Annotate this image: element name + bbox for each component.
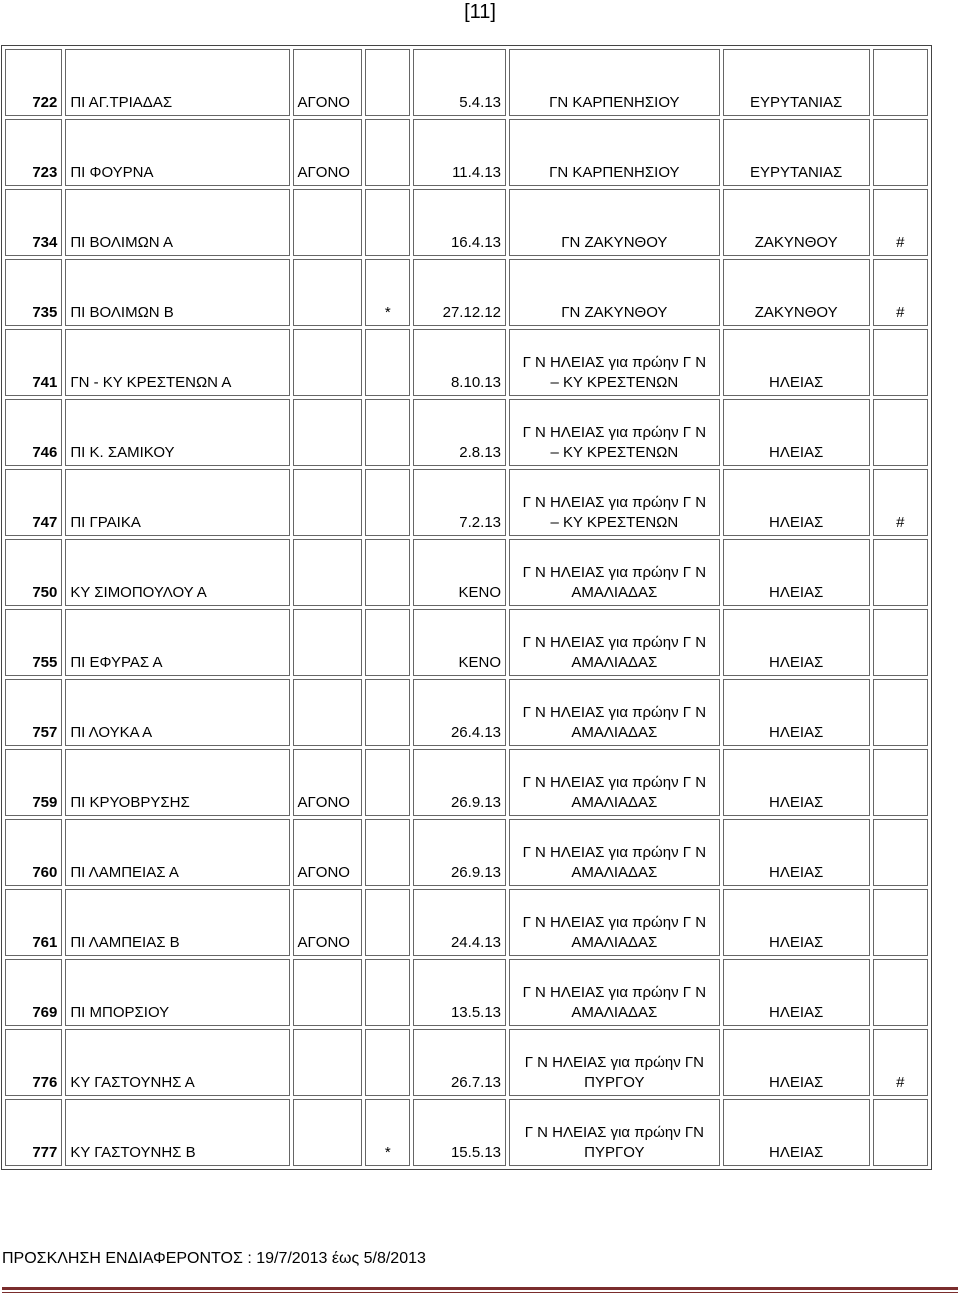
remote-flag: ΑΓΟΝΟ (297, 864, 350, 881)
star-mark-cell (365, 329, 410, 396)
authority-line: Γ Ν ΗΛΕΙΑΣ για πρώην Γ Ν (522, 494, 707, 511)
unit-name-cell (65, 259, 289, 326)
table-row (5, 49, 928, 116)
star-mark-cell (365, 679, 410, 746)
authority-cell (509, 259, 720, 326)
prefecture: ΗΛΕΙΑΣ (768, 864, 824, 881)
position-code-cell (5, 1099, 62, 1166)
vacancy-date: 11.4.13 (452, 164, 502, 181)
hash-mark-cell (873, 49, 928, 116)
prefecture: ΗΛΕΙΑΣ (768, 1004, 824, 1021)
prefecture: ΕΥΡΥΤΑΝΙΑΣ (749, 94, 843, 111)
table-row (5, 959, 928, 1026)
prefecture-cell (723, 49, 870, 116)
authority-line: Γ Ν ΗΛΕΙΑΣ για πρώην Γ Ν (522, 774, 707, 791)
unit-name: ΓΝ - ΚΥ ΚΡΕΣΤΕΝΩΝ Α (70, 374, 232, 391)
vacancy-date-cell (413, 959, 506, 1026)
hash-mark-cell (873, 959, 928, 1026)
authority-cell (509, 1029, 720, 1096)
authority-cell (509, 329, 720, 396)
remote-flag-cell (293, 959, 363, 1026)
position-code-cell (5, 539, 62, 606)
authority-line: Γ Ν ΗΛΕΙΑΣ για πρώην Γ Ν (522, 914, 707, 931)
remote-flag-cell (293, 259, 363, 326)
star-mark-cell (365, 609, 410, 676)
unit-name: ΚΥ ΣΙΜΟΠΟΥΛΟΥ Α (70, 584, 207, 601)
position-code: 747 (32, 514, 58, 531)
authority-cell (509, 119, 720, 186)
star-mark-cell (365, 469, 410, 536)
authority-line: ΑΜΑΛΙΑΔΑΣ (571, 1004, 658, 1021)
position-code-cell (5, 1029, 62, 1096)
positions-table (1, 45, 932, 1170)
authority-line: ΑΜΑΛΙΑΔΑΣ (571, 724, 658, 741)
vacancy-date-cell (413, 609, 506, 676)
authority-line: ΓΝ ΖΑΚΥΝΘΟΥ (561, 304, 668, 321)
unit-name: ΠΙ ΛΟΥΚΑ Α (70, 724, 153, 741)
prefecture-cell (723, 1099, 870, 1166)
unit-name-cell (65, 749, 289, 816)
remote-flag-cell (293, 609, 363, 676)
prefecture-cell (723, 469, 870, 536)
remote-flag: ΑΓΟΝΟ (297, 94, 350, 111)
unit-name: ΚΥ ΓΑΣΤΟΥΝΗΣ Α (70, 1074, 195, 1091)
authority-line: Γ Ν ΗΛΕΙΑΣ για πρώην Γ Ν (522, 844, 707, 861)
remote-flag: ΑΓΟΝΟ (297, 164, 350, 181)
table-row (5, 539, 928, 606)
authority-line: Γ Ν ΗΛΕΙΑΣ για πρώην ΓΝ (524, 1124, 704, 1141)
prefecture-cell (723, 679, 870, 746)
position-code: 760 (32, 864, 58, 881)
authority-line: ΑΜΑΛΙΑΔΑΣ (571, 864, 658, 881)
remote-flag: ΑΓΟΝΟ (297, 934, 350, 951)
unit-name-cell (65, 189, 289, 256)
star-mark-cell (365, 819, 410, 886)
position-code-cell (5, 259, 62, 326)
unit-name-cell (65, 119, 289, 186)
vacancy-date: 26.4.13 (450, 724, 502, 741)
position-code-cell (5, 469, 62, 536)
remote-flag: ΑΓΟΝΟ (297, 794, 350, 811)
hash-mark-cell (873, 469, 928, 536)
prefecture-cell (723, 959, 870, 1026)
hash-mark-cell (873, 329, 928, 396)
hash-mark-cell (873, 749, 928, 816)
table-body (5, 49, 928, 1166)
vacancy-date-cell (413, 189, 506, 256)
vacancy-date-cell (413, 49, 506, 116)
prefecture-cell (723, 749, 870, 816)
position-code-cell (5, 49, 62, 116)
footer-rule-thin (2, 1292, 958, 1293)
table-row (5, 889, 928, 956)
remote-flag-cell (293, 749, 363, 816)
vacancy-date-cell (413, 889, 506, 956)
unit-name: ΠΙ ΛΑΜΠΕΙΑΣ Α (70, 864, 179, 881)
table-row (5, 259, 928, 326)
hash-mark-cell (873, 399, 928, 466)
prefecture-cell (723, 119, 870, 186)
prefecture: ΗΛΕΙΑΣ (768, 654, 824, 671)
vacancy-date: 26.7.13 (450, 1074, 502, 1091)
position-code-cell (5, 889, 62, 956)
table-row (5, 749, 928, 816)
authority-cell (509, 959, 720, 1026)
authority-line: ΑΜΑΛΙΑΔΑΣ (571, 584, 658, 601)
authority-line: ΠΥΡΓΟΥ (584, 1074, 645, 1091)
unit-name-cell (65, 1029, 289, 1096)
authority-line: – ΚΥ ΚΡΕΣΤΕΝΩΝ (550, 444, 679, 461)
hash-mark: # (896, 234, 905, 251)
vacancy-date-cell (413, 259, 506, 326)
position-code-cell (5, 189, 62, 256)
unit-name-cell (65, 819, 289, 886)
prefecture: ΗΛΕΙΑΣ (768, 1144, 824, 1161)
footer-note: ΠΡΟΣΚΛΗΣΗ ΕΝΔΙΑΦΕΡΟΝΤΟΣ : 19/7/2013 έως 5/8/2013 (2, 1250, 426, 1267)
hash-mark: # (896, 1074, 905, 1091)
prefecture: ΗΛΕΙΑΣ (768, 374, 824, 391)
unit-name: ΚΥ ΓΑΣΤΟΥΝΗΣ Β (70, 1144, 196, 1161)
unit-name-cell (65, 679, 289, 746)
table-row (5, 189, 928, 256)
prefecture-cell (723, 609, 870, 676)
table-row (5, 609, 928, 676)
position-code-cell (5, 119, 62, 186)
vacancy-date: ΚΕΝΟ (458, 584, 502, 601)
vacancy-date-cell (413, 1099, 506, 1166)
position-code: 759 (32, 794, 58, 811)
vacancy-date-cell (413, 399, 506, 466)
hash-mark-cell (873, 819, 928, 886)
position-code: 757 (32, 724, 58, 741)
star-mark-cell (365, 259, 410, 326)
authority-cell (509, 399, 720, 466)
remote-flag-cell (293, 189, 363, 256)
table-row (5, 399, 928, 466)
authority-line: Γ Ν ΗΛΕΙΑΣ για πρώην Γ Ν (522, 564, 707, 581)
table-row (5, 469, 928, 536)
star-mark-cell (365, 539, 410, 606)
unit-name: ΠΙ ΑΓ.ΤΡΙΑΔΑΣ (70, 94, 173, 111)
unit-name-cell (65, 959, 289, 1026)
unit-name-cell (65, 329, 289, 396)
remote-flag-cell (293, 1099, 363, 1166)
position-code-cell (5, 819, 62, 886)
authority-cell (509, 539, 720, 606)
vacancy-date: 8.10.13 (450, 374, 502, 391)
position-code: 722 (32, 94, 58, 111)
position-code-cell (5, 329, 62, 396)
unit-name: ΠΙ ΜΠΟΡΣΙΟΥ (70, 1004, 170, 1021)
prefecture-cell (723, 819, 870, 886)
position-code-cell (5, 609, 62, 676)
remote-flag-cell (293, 679, 363, 746)
authority-line: Γ Ν ΗΛΕΙΑΣ για πρώην Γ Ν (522, 634, 707, 651)
authority-cell (509, 609, 720, 676)
prefecture-cell (723, 189, 870, 256)
prefecture: ΗΛΕΙΑΣ (768, 1074, 824, 1091)
authority-line: Γ Ν ΗΛΕΙΑΣ για πρώην ΓΝ (524, 1054, 704, 1071)
star-mark-cell (365, 1029, 410, 1096)
star-mark-cell (365, 119, 410, 186)
unit-name: ΠΙ ΚΡΥΟΒΡΥΣΗΣ (70, 794, 190, 811)
vacancy-date: 16.4.13 (450, 234, 502, 251)
position-code: 769 (32, 1004, 58, 1021)
vacancy-date-cell (413, 119, 506, 186)
remote-flag-cell (293, 399, 363, 466)
prefecture-cell (723, 329, 870, 396)
hash-mark-cell (873, 259, 928, 326)
authority-line: Γ Ν ΗΛΕΙΑΣ για πρώην Γ Ν (522, 354, 707, 371)
authority-line: ΑΜΑΛΙΑΔΑΣ (571, 654, 658, 671)
star-mark: * (384, 304, 391, 321)
position-code-cell (5, 399, 62, 466)
unit-name: ΠΙ ΒΟΛΙΜΩΝ Β (70, 304, 174, 321)
star-mark-cell (365, 889, 410, 956)
star-mark-cell (365, 959, 410, 1026)
remote-flag-cell (293, 539, 363, 606)
authority-cell (509, 679, 720, 746)
prefecture: ΗΛΕΙΑΣ (768, 514, 824, 531)
prefecture: ΖΑΚΥΝΘΟΥ (754, 304, 838, 321)
authority-line: ΠΥΡΓΟΥ (584, 1144, 645, 1161)
hash-mark-cell (873, 1099, 928, 1166)
footer-rule (2, 1287, 958, 1290)
star-mark-cell (365, 749, 410, 816)
authority-cell (509, 49, 720, 116)
hash-mark-cell (873, 119, 928, 186)
position-code: 746 (32, 444, 58, 461)
position-code: 723 (32, 164, 58, 181)
remote-flag-cell (293, 469, 363, 536)
position-code: 755 (32, 654, 58, 671)
vacancy-date-cell (413, 539, 506, 606)
position-code: 741 (32, 374, 58, 391)
position-code: 734 (32, 234, 58, 251)
hash-mark-cell (873, 679, 928, 746)
vacancy-date-cell (413, 1029, 506, 1096)
authority-line: – ΚΥ ΚΡΕΣΤΕΝΩΝ (550, 514, 679, 531)
prefecture: ΗΛΕΙΑΣ (768, 724, 824, 741)
unit-name: ΠΙ ΒΟΛΙΜΩΝ Α (70, 234, 173, 251)
prefecture-cell (723, 889, 870, 956)
star-mark-cell (365, 1099, 410, 1166)
unit-name-cell (65, 609, 289, 676)
remote-flag-cell (293, 1029, 363, 1096)
authority-line: – ΚΥ ΚΡΕΣΤΕΝΩΝ (550, 374, 679, 391)
unit-name-cell (65, 1099, 289, 1166)
prefecture: ΗΛΕΙΑΣ (768, 934, 824, 951)
position-code: 750 (32, 584, 58, 601)
vacancy-date-cell (413, 329, 506, 396)
star-mark-cell (365, 49, 410, 116)
unit-name: ΠΙ ΕΦΥΡΑΣ Α (70, 654, 163, 671)
authority-line: ΑΜΑΛΙΑΔΑΣ (571, 794, 658, 811)
vacancy-date: 2.8.13 (459, 444, 502, 461)
vacancy-date-cell (413, 819, 506, 886)
vacancy-date: 26.9.13 (450, 794, 502, 811)
table-row (5, 819, 928, 886)
hash-mark-cell (873, 609, 928, 676)
hash-mark-cell (873, 189, 928, 256)
vacancy-date-cell (413, 469, 506, 536)
vacancy-date-cell (413, 749, 506, 816)
table-row (5, 119, 928, 186)
authority-cell (509, 889, 720, 956)
authority-line: Γ Ν ΗΛΕΙΑΣ για πρώην Γ Ν (522, 424, 707, 441)
authority-line: Γ Ν ΗΛΕΙΑΣ για πρώην Γ Ν (522, 704, 707, 721)
authority-cell (509, 469, 720, 536)
remote-flag-cell (293, 889, 363, 956)
authority-cell (509, 749, 720, 816)
vacancy-date: 26.9.13 (450, 864, 502, 881)
prefecture-cell (723, 399, 870, 466)
vacancy-date: ΚΕΝΟ (458, 654, 502, 671)
vacancy-date: 15.5.13 (450, 1144, 502, 1161)
vacancy-date: 27.12.12 (442, 304, 502, 321)
authority-cell (509, 1099, 720, 1166)
prefecture: ΖΑΚΥΝΘΟΥ (754, 234, 838, 251)
table-row (5, 1099, 928, 1166)
position-code-cell (5, 749, 62, 816)
unit-name: ΠΙ ΛΑΜΠΕΙΑΣ Β (70, 934, 180, 951)
table-row (5, 679, 928, 746)
hash-mark: # (896, 304, 905, 321)
prefecture: ΗΛΕΙΑΣ (768, 584, 824, 601)
prefecture: ΗΛΕΙΑΣ (768, 444, 824, 461)
vacancy-date: 24.4.13 (450, 934, 502, 951)
table-row (5, 1029, 928, 1096)
prefecture-cell (723, 1029, 870, 1096)
unit-name: ΠΙ ΦΟΥΡΝΑ (70, 164, 154, 181)
hash-mark-cell (873, 539, 928, 606)
position-code: 761 (32, 934, 58, 951)
prefecture: ΕΥΡΥΤΑΝΙΑΣ (749, 164, 843, 181)
unit-name-cell (65, 539, 289, 606)
position-code-cell (5, 679, 62, 746)
vacancy-date: 5.4.13 (459, 94, 502, 111)
prefecture-cell (723, 259, 870, 326)
authority-line: ΓΝ ΖΑΚΥΝΘΟΥ (561, 234, 668, 251)
authority-line: Γ Ν ΗΛΕΙΑΣ για πρώην Γ Ν (522, 984, 707, 1001)
star-mark-cell (365, 399, 410, 466)
position-code: 777 (32, 1144, 58, 1161)
vacancy-date: 13.5.13 (450, 1004, 502, 1021)
remote-flag-cell (293, 49, 363, 116)
prefecture-cell (723, 539, 870, 606)
remote-flag-cell (293, 119, 363, 186)
star-mark: * (384, 1144, 391, 1161)
hash-mark: # (896, 514, 905, 531)
hash-mark-cell (873, 1029, 928, 1096)
remote-flag-cell (293, 819, 363, 886)
authority-line: ΓΝ ΚΑΡΠΕΝΗΣΙΟΥ (549, 164, 680, 181)
vacancy-date-cell (413, 679, 506, 746)
unit-name-cell (65, 469, 289, 536)
star-mark-cell (365, 189, 410, 256)
authority-line: ΓΝ ΚΑΡΠΕΝΗΣΙΟΥ (549, 94, 680, 111)
authority-cell (509, 189, 720, 256)
hash-mark-cell (873, 889, 928, 956)
unit-name: ΠΙ ΓΡΑΙΚΑ (70, 514, 141, 531)
unit-name: ΠΙ Κ. ΣΑΜΙΚΟΥ (70, 444, 175, 461)
unit-name-cell (65, 889, 289, 956)
unit-name-cell (65, 49, 289, 116)
vacancy-date: 7.2.13 (459, 514, 502, 531)
remote-flag-cell (293, 329, 363, 396)
authority-line: ΑΜΑΛΙΑΔΑΣ (571, 934, 658, 951)
position-code: 735 (32, 304, 58, 321)
authority-cell (509, 819, 720, 886)
page-number: [11] (464, 1, 496, 23)
prefecture: ΗΛΕΙΑΣ (768, 794, 824, 811)
table-row (5, 329, 928, 396)
position-code: 776 (32, 1074, 58, 1091)
unit-name-cell (65, 399, 289, 466)
position-code-cell (5, 959, 62, 1026)
